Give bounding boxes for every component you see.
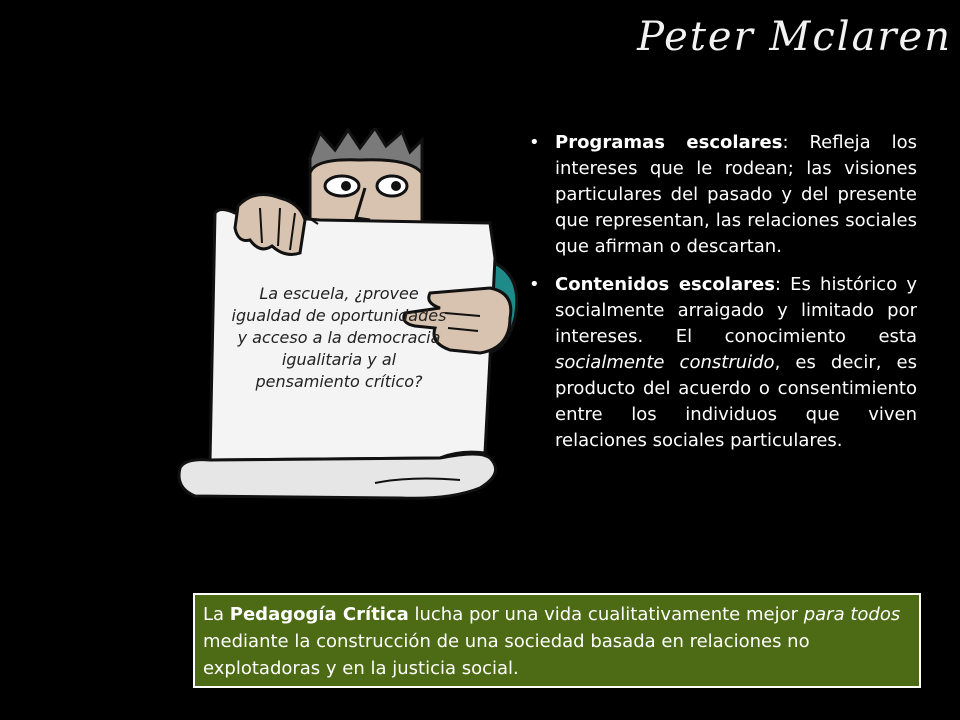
bullet-text: Es histórico y socialmente arraigado y limitado por intereses. El conocimiento esta [555, 274, 917, 347]
slide-title: Peter Mclaren [637, 14, 952, 60]
callout-suffix: mediante la construcción de una sociedad basada en relaciones no explotadoras y en la justicia social. [203, 631, 810, 679]
bullet-dot: • [529, 274, 540, 295]
bullet-text-end: , es decir, es producto del acuerdo o consentimiento entre los individuos que viven relaciones sociales particulares. [555, 352, 917, 451]
bullet-item [527, 272, 917, 454]
callout-emphasis: para todos [803, 604, 901, 625]
bullet-term: Programas escolares [555, 132, 783, 153]
callout-strong: Pedagogía Crítica [229, 604, 409, 625]
bullet-text: Refleja los intereses que le rodean; las visiones particulares del pasado y del presente que representan, las relaciones sociales que afirman o descartan. [555, 132, 917, 257]
scroll-question: La escuela, ¿provee igualdad de oportunidades y acceso a la democracia igualitaria y al pensamiento crítico? [231, 284, 447, 391]
bullet-item [527, 130, 917, 260]
callout-prefix: La [203, 604, 230, 625]
bullet-emphasis: socialmente construido [555, 352, 775, 373]
scroll-curl [179, 454, 496, 498]
bullet-list [527, 130, 917, 466]
bullet-dot: • [529, 132, 540, 153]
bullet-separator: : [782, 132, 810, 153]
bullet-separator: : [774, 274, 791, 295]
critical-pedagogy-callout [193, 593, 921, 688]
bullet-term: Contenidos escolares [555, 274, 775, 295]
callout-middle: lucha por una vida cualitativamente mejor [408, 604, 804, 625]
